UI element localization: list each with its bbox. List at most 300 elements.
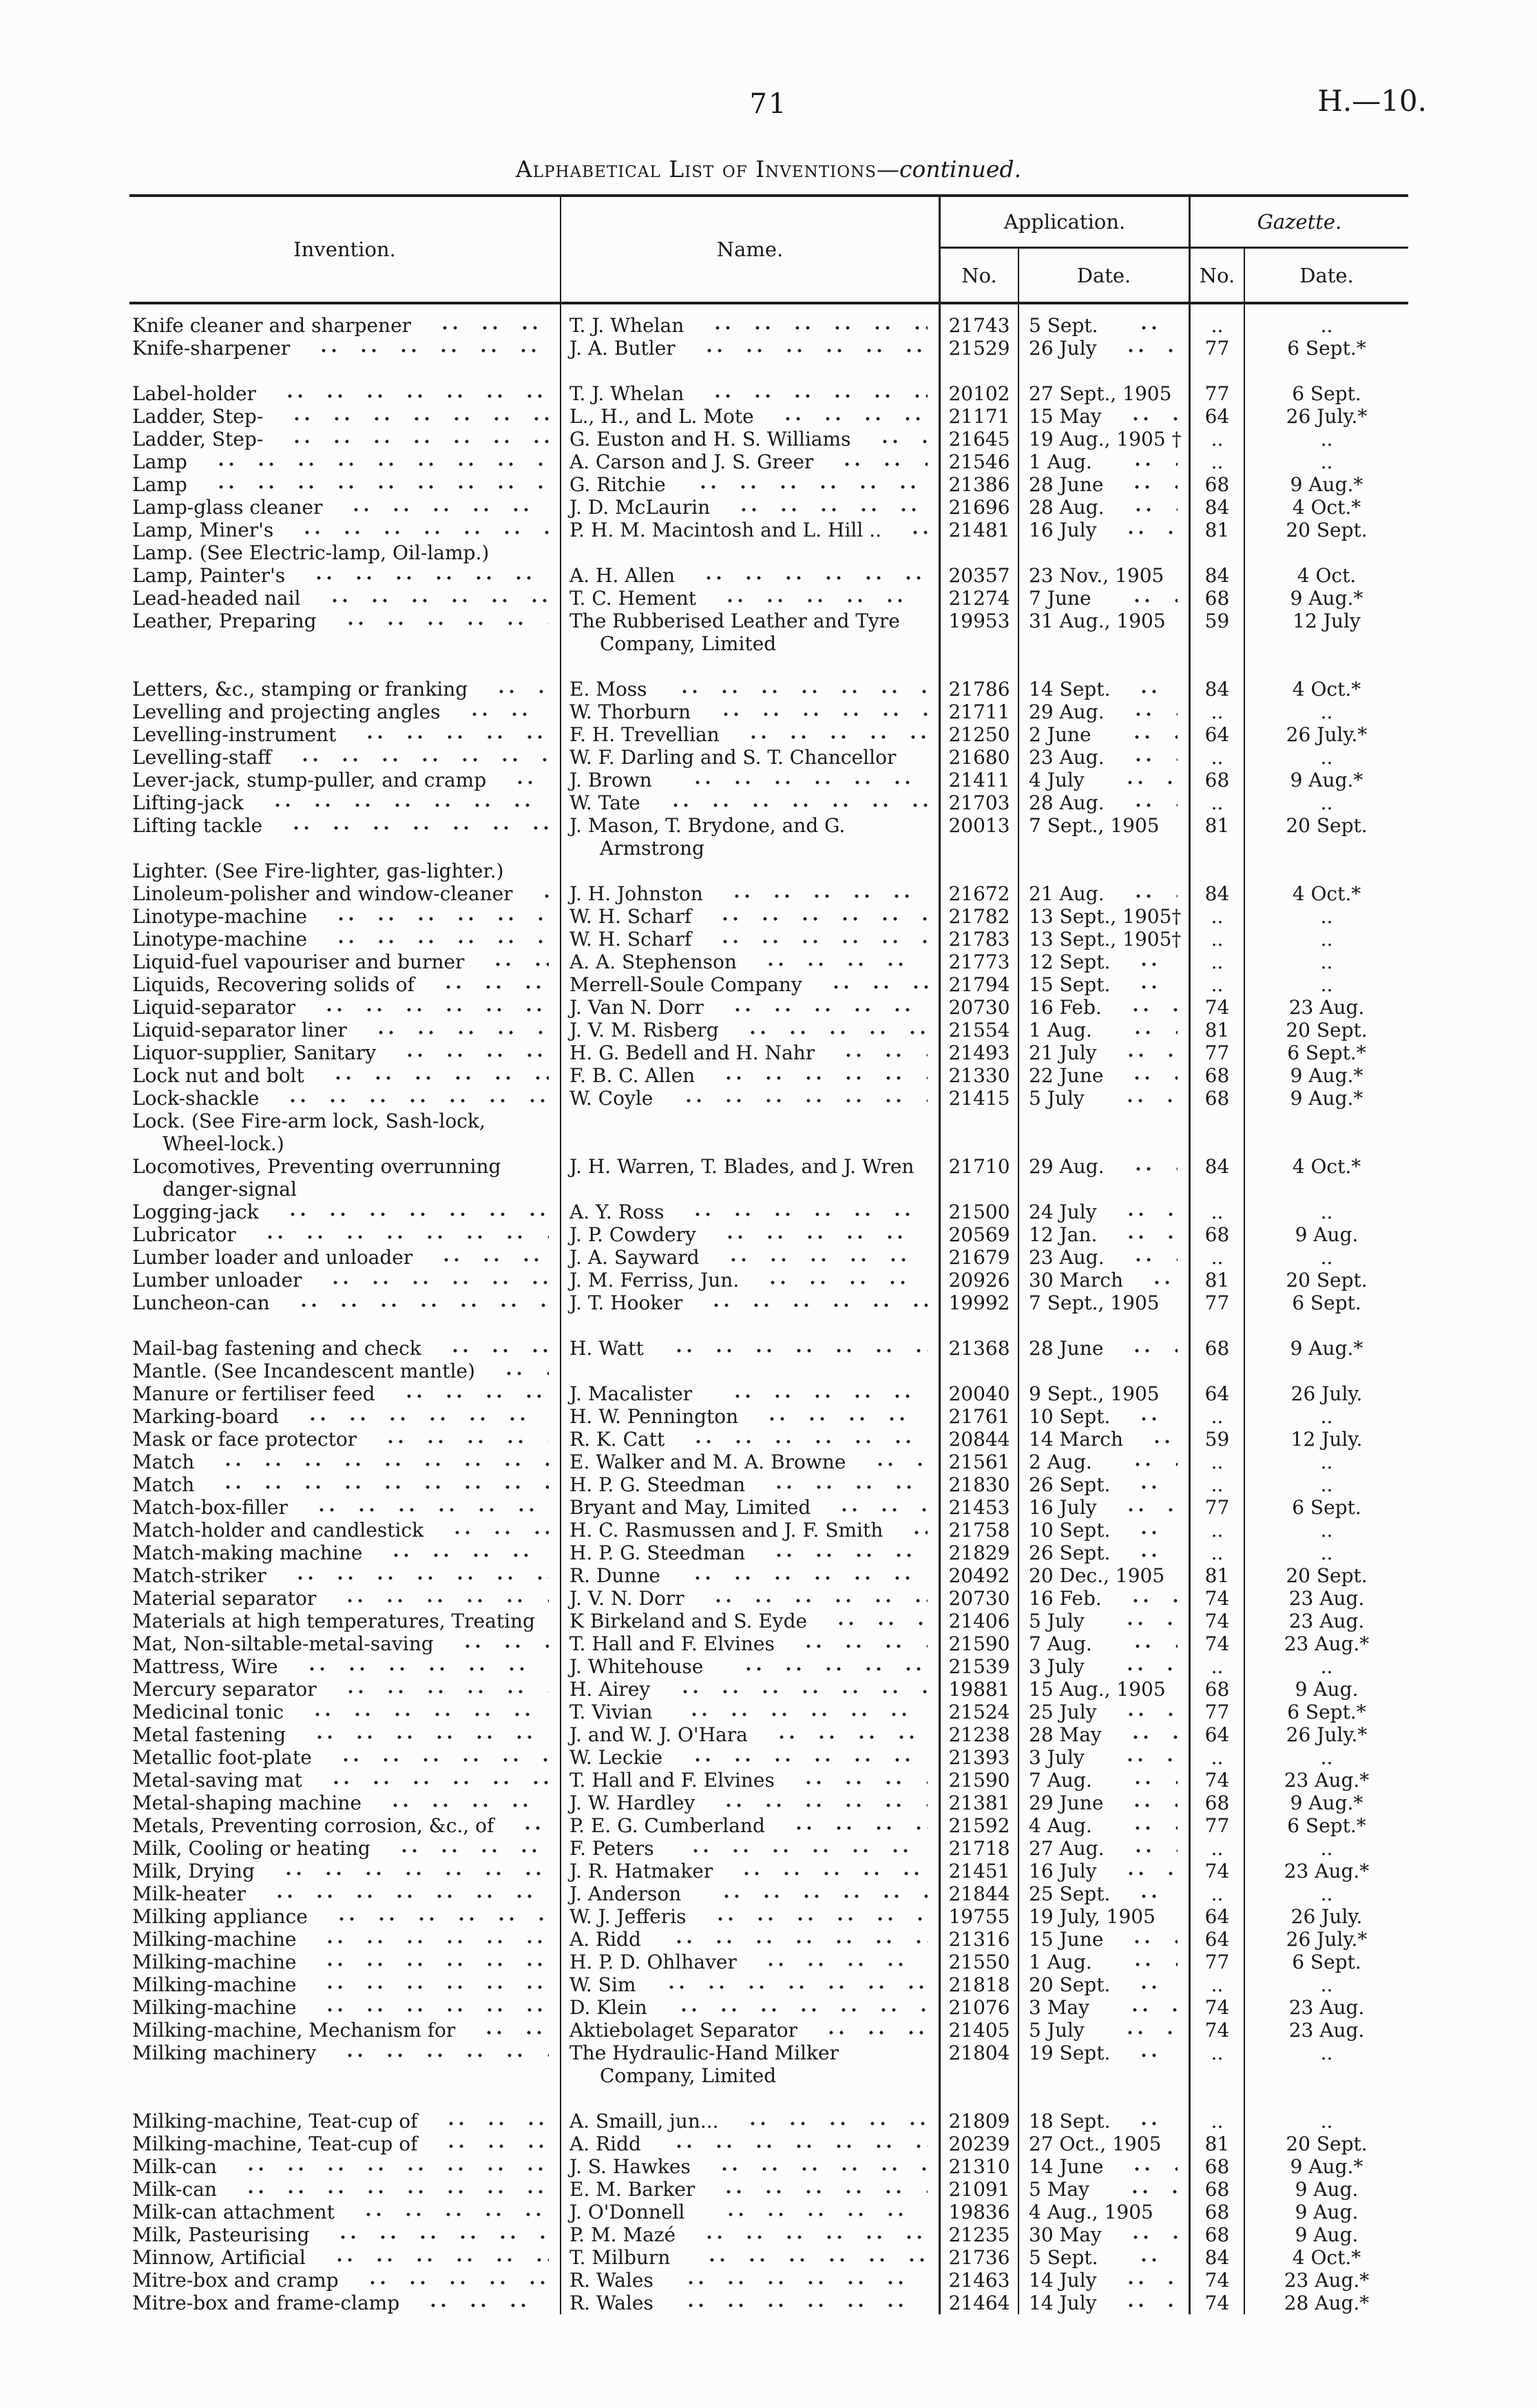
name-text: E. Walker and M. A. Browne — [569, 1451, 846, 1473]
leader-dots — [322, 1746, 549, 1769]
leader-dots — [474, 951, 549, 973]
gazette-no-cell: .. — [1189, 1655, 1244, 1678]
name-text: J. H. Warren, T. Blades, and J. Wren — [569, 1155, 914, 1178]
table-row — [129, 1223, 1408, 1246]
leader-dots — [757, 1723, 928, 1746]
application-date-cell — [1018, 996, 1189, 1019]
application-no-cell: 21500 — [939, 1201, 1018, 1223]
leader-dots — [722, 1860, 928, 1882]
invention-text: Lamp, Miner's — [132, 519, 274, 541]
gazette-date-cell: .. — [1244, 304, 1408, 337]
gazette-no-cell: .. — [1189, 700, 1244, 723]
leader-dots — [1111, 1587, 1178, 1610]
gazette-date-cell: .. — [1244, 1882, 1408, 1905]
application-no-cell: 21782 — [939, 905, 1018, 928]
name-cell — [560, 1655, 939, 1678]
leader-dots — [755, 1473, 928, 1496]
name-text: A. Smaill, jun... — [569, 2110, 719, 2132]
invention-text: Luncheon-can — [132, 1291, 270, 1314]
gazette-date-cell: 9 Aug.* — [1244, 587, 1408, 610]
invention-text: Knife cleaner and sharpener — [132, 314, 412, 337]
invention-cell — [129, 1337, 560, 1360]
invention-cell — [129, 1701, 560, 1723]
gazette-no-cell: 77 — [1189, 1951, 1244, 1973]
application-date-text: 2 June — [1029, 723, 1091, 746]
table-row — [129, 814, 1408, 860]
application-date-cell — [1018, 2292, 1189, 2314]
table-row — [129, 450, 1408, 473]
name-text: T. Vivian — [569, 1701, 653, 1723]
gap-cell — [939, 360, 1018, 382]
application-no-cell — [939, 1360, 1018, 1382]
application-no-cell: 20926 — [939, 1269, 1018, 1291]
table-row — [129, 1996, 1408, 2019]
leader-dots — [227, 2155, 549, 2178]
application-no-cell: 21076 — [939, 1996, 1018, 2019]
leader-dots — [673, 1746, 928, 1769]
leader-dots — [1114, 1246, 1178, 1269]
name-cell — [560, 2110, 939, 2132]
name-text: W. H. Scharf — [569, 928, 692, 951]
leader-dots — [775, 1814, 928, 1837]
leader-dots — [326, 1587, 549, 1610]
header-application-date: Date. — [1018, 249, 1189, 302]
leader-dots — [281, 746, 549, 769]
gazette-no-cell: 68 — [1189, 1087, 1244, 1110]
leader-dots — [422, 1246, 549, 1269]
gazette-no-cell: 64 — [1189, 1905, 1244, 1928]
application-date-cell — [1018, 1587, 1189, 1610]
gazette-no-cell — [1189, 1110, 1244, 1155]
leader-dots — [326, 2042, 549, 2064]
leader-dots — [293, 1701, 549, 1723]
invention-text: Linotype-machine — [132, 905, 307, 928]
gazette-no-cell: 74 — [1189, 1610, 1244, 1632]
leader-dots — [824, 1041, 928, 1064]
application-no-cell: 21274 — [939, 587, 1018, 610]
leader-dots — [906, 746, 928, 769]
application-date-cell — [1018, 814, 1189, 860]
invention-cell — [129, 882, 560, 905]
name-text: W. J. Jefferis — [569, 1905, 687, 1928]
gap-cell — [129, 1314, 560, 1337]
name-text: J. Mason, T. Brydone, and G. Armstrong — [569, 814, 846, 860]
gazette-no-cell: 77 — [1189, 1291, 1244, 1314]
gap-cell — [1189, 1314, 1244, 1337]
application-date-text: 16 Feb. — [1029, 1587, 1102, 1610]
leader-dots — [1114, 700, 1178, 723]
gazette-no-cell: .. — [1189, 1882, 1244, 1905]
gazette-date-cell: 26 July. — [1244, 1382, 1408, 1405]
application-date-cell — [1018, 905, 1189, 928]
table-row — [129, 1269, 1408, 1291]
invention-cell — [129, 1473, 560, 1496]
table-row — [129, 1928, 1408, 1951]
application-no-cell: 21696 — [939, 496, 1018, 519]
page-number: 71 — [749, 88, 788, 120]
application-date-text: 16 July — [1029, 1860, 1097, 1882]
leader-dots — [1114, 1837, 1178, 1860]
invention-cell — [129, 2155, 560, 2178]
application-date-cell — [1018, 1496, 1189, 1519]
application-no-cell: 21529 — [939, 337, 1018, 360]
name-text: L., H., and L. Mote — [569, 405, 754, 428]
application-no-cell: 21381 — [939, 1792, 1018, 1814]
invention-text: Metal-saving mat — [132, 1769, 302, 1792]
leader-dots — [1113, 723, 1178, 746]
application-no-cell: 21679 — [939, 1246, 1018, 1269]
gazette-date-cell: 4 Oct.* — [1244, 882, 1408, 905]
table-row — [129, 405, 1408, 428]
application-no-cell: 21539 — [939, 1655, 1018, 1678]
application-no-cell: 21405 — [939, 2019, 1018, 2042]
leader-dots — [700, 2155, 928, 2178]
gap-cell — [939, 655, 1018, 678]
invention-cell — [129, 2201, 560, 2223]
gazette-no-cell: 77 — [1189, 337, 1244, 360]
name-text: J. D. McLaurin — [569, 496, 711, 519]
application-date-text: 14 June — [1029, 2155, 1104, 2178]
leader-dots — [280, 1291, 549, 1314]
name-cell — [560, 337, 939, 360]
leader-dots — [1113, 1792, 1178, 1814]
gazette-date-cell: .. — [1244, 450, 1408, 473]
leader-dots — [1133, 1269, 1178, 1291]
invention-cell — [129, 450, 560, 473]
application-date-cell — [1018, 746, 1189, 769]
gazette-no-cell: .. — [1189, 1837, 1244, 1860]
gazette-date-cell: 6 Sept.* — [1244, 337, 1408, 360]
application-date-cell — [1018, 2223, 1189, 2246]
leader-dots — [655, 2132, 928, 2155]
application-date-cell — [1018, 678, 1189, 700]
leader-dots — [545, 1610, 549, 1632]
application-no-cell: 21773 — [939, 951, 1018, 973]
leader-dots — [655, 1337, 928, 1360]
invention-cell — [129, 814, 560, 860]
name-text: D. Klein — [569, 1996, 647, 2019]
application-no-cell: 20239 — [939, 2132, 1018, 2155]
application-date-text: 21 Aug. — [1029, 882, 1105, 905]
gazette-no-cell: 77 — [1189, 1041, 1244, 1064]
invention-text: Manure or fertiliser feed — [132, 1382, 375, 1405]
leader-dots — [764, 405, 928, 428]
gazette-date-cell: 23 Aug.* — [1244, 1632, 1408, 1655]
table-row — [129, 1360, 1408, 1382]
table-row — [129, 2132, 1408, 2155]
invention-text: Letters, &c., stamping or franking — [132, 678, 468, 700]
application-no-cell — [939, 541, 1018, 564]
leader-dots — [812, 973, 928, 996]
leader-dots — [1107, 1041, 1178, 1064]
invention-cell — [129, 587, 560, 610]
invention-cell — [129, 905, 560, 928]
application-date-text: 16 July — [1029, 1496, 1097, 1519]
name-cell — [560, 928, 939, 951]
table-row — [129, 700, 1408, 723]
name-cell — [560, 1382, 939, 1405]
leader-dots — [1106, 1087, 1178, 1110]
application-no-cell: 21786 — [939, 678, 1018, 700]
name-text: H. C. Rasmussen and J. F. Smith — [569, 1519, 883, 1542]
name-cell — [560, 405, 939, 428]
leader-dots — [255, 1882, 549, 1905]
leader-dots — [729, 723, 928, 746]
application-no-cell: 21672 — [939, 882, 1018, 905]
invention-text: Liquor-supplier, Sanitary — [132, 1041, 377, 1064]
leader-dots — [1133, 1428, 1178, 1451]
gazette-no-cell: .. — [1189, 450, 1244, 473]
invention-text: Ladder, Step- — [132, 428, 264, 450]
name-text: W. H. Scharf — [569, 905, 692, 928]
application-date-text: 30 May — [1029, 2223, 1102, 2246]
leader-dots — [1120, 1519, 1178, 1542]
application-date-text: 12 Jan. — [1029, 1223, 1098, 1246]
application-no-cell: 21481 — [939, 519, 1018, 541]
invention-cell — [129, 1542, 560, 1564]
invention-text: Liquid-separator — [132, 996, 295, 1019]
invention-cell — [129, 1269, 560, 1291]
leader-dots — [326, 610, 549, 632]
leader-dots — [667, 2292, 928, 2314]
application-no-cell: 21411 — [939, 769, 1018, 791]
name-text: J. and W. J. O'Hara — [569, 1723, 748, 1746]
gazette-date-cell: 20 Sept. — [1244, 1564, 1408, 1587]
invention-text: Milking-machine, Mechanism for — [132, 2019, 456, 2042]
invention-text: Lifting-jack — [132, 791, 244, 814]
leader-dots — [1107, 1701, 1178, 1723]
name-cell — [560, 1542, 939, 1564]
name-text: H. G. Bedell and H. Nahr — [569, 1041, 815, 1064]
application-date-text: 15 Aug., 1905 — [1029, 1678, 1166, 1701]
leader-dots — [431, 1337, 549, 1360]
invention-cell — [129, 382, 560, 405]
table-row — [129, 1291, 1408, 1314]
gazette-date-cell — [1244, 860, 1408, 882]
application-date-text: 19 July, 1905 — [1029, 1905, 1156, 1928]
invention-cell — [129, 1860, 560, 1882]
application-date-text: 14 July — [1029, 2269, 1097, 2292]
application-date-text: 5 July — [1029, 1087, 1085, 1110]
invention-text: Milk-heater — [132, 1882, 247, 1905]
gazette-date-cell: .. — [1244, 746, 1408, 769]
invention-text: Liquid-fuel vapouriser and burner — [132, 951, 465, 973]
gazette-date-cell: 6 Sept. — [1244, 382, 1408, 405]
gazette-date-cell: 23 Aug. — [1244, 1610, 1408, 1632]
gazette-date-cell: 26 July. — [1244, 1905, 1408, 1928]
leader-dots — [424, 973, 549, 996]
gazette-date-cell: 20 Sept. — [1244, 1269, 1408, 1291]
application-date-text: 1 Aug. — [1029, 1019, 1092, 1041]
invention-cell — [129, 1723, 560, 1746]
table-row — [129, 1519, 1408, 1542]
leader-dots — [713, 996, 928, 1019]
table-row — [129, 1246, 1408, 1269]
gazette-no-cell: 74 — [1189, 1996, 1244, 2019]
application-date-cell — [1018, 1564, 1189, 1587]
table-row — [129, 1814, 1408, 1837]
leader-dots — [1107, 337, 1178, 360]
leader-dots — [720, 496, 928, 519]
leader-dots — [748, 1405, 928, 1428]
application-date-cell — [1018, 473, 1189, 496]
invention-text: Milk-can — [132, 2155, 217, 2178]
gazette-date-cell: 26 July.* — [1244, 1723, 1408, 1746]
name-cell — [560, 1678, 939, 1701]
leader-dots — [1113, 1928, 1178, 1951]
invention-text: Lock-shackle — [132, 1087, 260, 1110]
table-row — [129, 1723, 1408, 1746]
leader-dots — [1111, 2223, 1178, 2246]
gazette-no-cell: 64 — [1189, 1928, 1244, 1951]
name-text: R. Wales — [569, 2269, 654, 2292]
gazette-date-cell: .. — [1244, 1837, 1408, 1860]
name-text: A. A. Stephenson — [569, 951, 737, 973]
name-cell — [560, 814, 939, 860]
table-row — [129, 723, 1408, 746]
invention-text: Lamp — [132, 473, 187, 496]
application-date-text: 29 June — [1029, 1792, 1104, 1814]
application-no-cell: 21238 — [939, 1723, 1018, 1746]
table-header — [129, 194, 1408, 304]
application-no-cell: 21453 — [939, 1496, 1018, 1519]
leader-dots — [319, 2223, 549, 2246]
invention-text: Match — [132, 1473, 195, 1496]
invention-cell — [129, 1678, 560, 1701]
leader-dots — [670, 1701, 928, 1723]
application-no-cell: 21091 — [939, 2178, 1018, 2201]
gazette-no-cell: 84 — [1189, 882, 1244, 905]
application-date-cell — [1018, 1723, 1189, 1746]
leader-dots — [707, 2201, 928, 2223]
table-row — [129, 1951, 1408, 1973]
application-date-cell — [1018, 769, 1189, 791]
leader-dots — [289, 1405, 549, 1428]
application-date-text: 2 Aug. — [1029, 1451, 1092, 1473]
table-row — [129, 791, 1408, 814]
gazette-no-cell: 81 — [1189, 1019, 1244, 1041]
leader-dots — [1107, 2292, 1178, 2314]
leader-dots — [713, 1382, 928, 1405]
application-no-cell: 21451 — [939, 1860, 1018, 1882]
leader-dots — [820, 1496, 928, 1519]
application-date-cell — [1018, 1087, 1189, 1110]
application-date-text: 20 Dec., 1905 — [1029, 1564, 1165, 1587]
section-gap-row — [129, 655, 1408, 678]
application-no-cell: 21711 — [939, 700, 1018, 723]
application-no-cell: 21550 — [939, 1951, 1018, 1973]
invention-cell — [129, 860, 560, 882]
name-text: T. Hall and F. Elvines — [569, 1632, 775, 1655]
leader-dots — [729, 1019, 928, 1041]
name-cell — [560, 723, 939, 746]
table-row — [129, 1473, 1408, 1496]
invention-text: Medicinal tonic — [132, 1701, 284, 1723]
gazette-date-cell: .. — [1244, 973, 1408, 996]
name-text: P. E. G. Cumberland — [569, 1814, 765, 1837]
gazette-date-cell: 4 Oct.* — [1244, 496, 1408, 519]
table-row — [129, 564, 1408, 587]
gazette-date-cell: 4 Oct.* — [1244, 1155, 1408, 1201]
application-date-cell — [1018, 1519, 1189, 1542]
gap-cell — [1244, 655, 1408, 678]
name-cell — [560, 1496, 939, 1519]
application-date-text: 5 July — [1029, 2019, 1085, 2042]
table-row — [129, 541, 1408, 564]
leader-dots — [746, 1951, 928, 1973]
application-no-cell: 21829 — [939, 1542, 1018, 1564]
invention-cell — [129, 996, 560, 1019]
invention-text: Mantle. (See Incandescent mantle) — [132, 1360, 475, 1382]
table-row — [129, 2110, 1408, 2132]
gazette-no-cell: 81 — [1189, 2132, 1244, 2155]
leader-dots — [1107, 519, 1178, 541]
list-title-continued: —continued. — [877, 156, 1022, 183]
application-date-cell — [1018, 428, 1189, 450]
application-date-cell — [1018, 1814, 1189, 1837]
gazette-date-cell: 9 Aug.* — [1244, 1087, 1408, 1110]
gazette-no-cell: .. — [1189, 951, 1244, 973]
name-text: T. Milburn — [569, 2246, 671, 2269]
invention-cell — [129, 769, 560, 791]
table-row — [129, 2042, 1408, 2087]
leader-dots — [706, 1223, 928, 1246]
application-date-cell — [1018, 496, 1189, 519]
invention-text: Milking-machine — [132, 1973, 297, 1996]
application-date-cell — [1018, 2178, 1189, 2201]
name-text: F. Peters — [569, 1837, 654, 1860]
invention-cell — [129, 973, 560, 996]
table-row — [129, 2201, 1408, 2223]
name-cell — [560, 587, 939, 610]
table-row — [129, 1201, 1408, 1223]
name-cell — [560, 1451, 939, 1473]
gazette-date-cell: 9 Aug.* — [1244, 1064, 1408, 1087]
table-row — [129, 496, 1408, 519]
leader-dots — [227, 2178, 549, 2201]
gazette-date-cell: .. — [1244, 1451, 1408, 1473]
name-cell — [560, 973, 939, 996]
application-date-text: 12 Sept. — [1029, 951, 1111, 973]
leader-dots — [465, 2019, 549, 2042]
invention-cell — [129, 700, 560, 723]
name-text: W. Thorburn — [569, 700, 691, 723]
gap-cell — [560, 360, 939, 382]
invention-cell — [129, 1905, 560, 1928]
invention-text: Liquids, Recovering solids of — [132, 973, 415, 996]
name-cell — [560, 1587, 939, 1610]
application-date-cell — [1018, 304, 1189, 337]
leader-dots — [1113, 1814, 1178, 1837]
gazette-no-cell: 84 — [1189, 1155, 1244, 1201]
section-gap-row — [129, 2087, 1408, 2110]
section-gap-row — [129, 360, 1408, 382]
leader-dots — [372, 1542, 549, 1564]
leader-dots — [891, 519, 928, 541]
leader-dots — [272, 814, 549, 837]
application-date-text: 29 Aug. — [1029, 700, 1105, 723]
application-no-cell: 21743 — [939, 304, 1018, 337]
leader-dots — [1114, 791, 1178, 814]
invention-cell — [129, 1587, 560, 1610]
application-no-cell: 21736 — [939, 2246, 1018, 2269]
invention-text: Levelling-instrument — [132, 723, 337, 746]
application-date-text: 5 May — [1029, 2178, 1089, 2201]
gap-cell — [939, 2087, 1018, 2110]
gazette-no-cell: 68 — [1189, 1678, 1244, 1701]
leader-dots — [661, 1678, 928, 1701]
gazette-date-cell: 9 Aug. — [1244, 2223, 1408, 2246]
